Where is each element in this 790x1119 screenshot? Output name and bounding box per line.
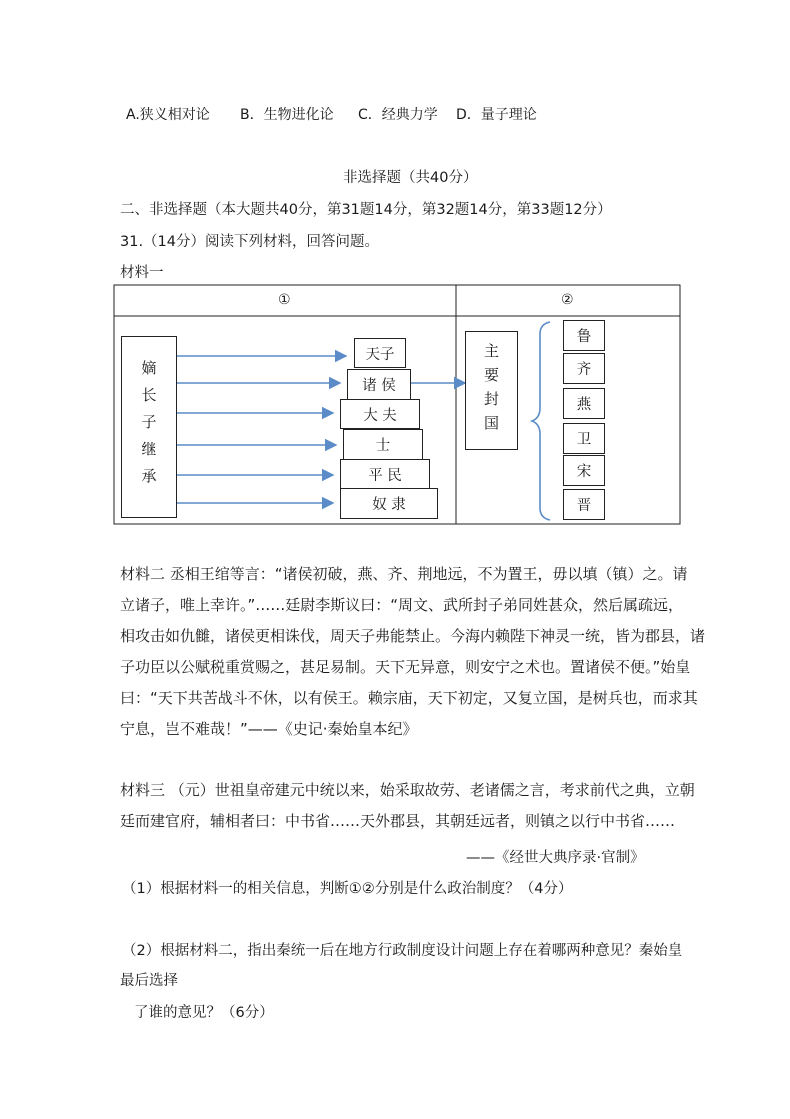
- column-header-2: ②: [561, 292, 574, 308]
- question-1: （1）根据材料一的相关信息，判断①②分别是什么政治制度？（4分）: [122, 881, 573, 897]
- main-fiefs-box: 主要封国: [465, 331, 518, 450]
- state-qi: 齐: [563, 353, 605, 384]
- option-a: A.狭义相对论: [126, 107, 210, 123]
- material2-line-1: 材料二 丞相王绾等言：“诸侯初破，燕、齐、荆地远，不为置王，毋以填（镇）之。请: [120, 565, 688, 583]
- question-2-line-2: 最后选择: [120, 973, 178, 989]
- question-2-line-1: （2）根据材料二，指出秦统一后在地方行政制度设计问题上存在着哪两种意见？秦始皇: [122, 943, 683, 959]
- column-header-1: ①: [278, 292, 291, 308]
- rank-pingmin: 平 民: [340, 459, 430, 490]
- state-jin: 晋: [563, 489, 605, 520]
- material2-line-2: 立诸子，唯上幸许。”……廷尉李斯议曰：“周文、武所封子弟同姓甚众，然后属疏远，: [120, 596, 684, 614]
- material2-line-4: 子功臣以公赋税重赏赐之，甚足易制。天下无异意，则安宁之术也。置诸侯不便。”始皇: [120, 658, 691, 676]
- state-lu: 鲁: [563, 320, 605, 351]
- rank-dafu: 大 夫: [340, 399, 420, 429]
- material2-line-3: 相攻击如仇雠，诸侯更相诛伐，周天子弗能禁止。今海内赖陛下神灵一统，皆为郡县，诸: [120, 627, 706, 645]
- material3-line-1: 材料三 （元）世祖皇帝建元中统以来，始采取故劳、老诸儒之言，考求前代之典，立朝: [120, 781, 695, 799]
- section-description: 二、非选择题（本大题共40分，第31题14分，第32题14分，第33题12分）: [120, 202, 612, 218]
- option-d: D．量子理论: [456, 107, 537, 123]
- option-c: C．经典力学: [358, 107, 438, 123]
- material2-line-5: 曰：“天下共苦战斗不休，以有侯王。赖宗庙，天下初定，又复立国，是树兵也，而求其: [120, 689, 698, 707]
- question-2-line-3: 了谁的意见？（6分）: [134, 1005, 274, 1021]
- material3-line-2: 廷而建官府，辅相者曰：中书省……天外郡县，其朝廷远者，则镇之以行中书省……: [120, 812, 676, 830]
- material2-line-6: 宁息，岂不难哉！”——《史记·秦始皇本纪》: [120, 720, 418, 738]
- state-song: 宋: [563, 455, 605, 486]
- section-title: 非选择题（共40分）: [343, 170, 478, 186]
- material3-source: ——《经世大典序录·官制》: [466, 850, 645, 866]
- question-stem: 31.（14分）阅读下列材料，回答问题。: [120, 234, 380, 250]
- rank-tianzi: 天子: [354, 338, 406, 368]
- rank-shi: 士: [343, 429, 423, 460]
- succession-box: 嫡长子继承: [121, 336, 177, 518]
- rank-zhuhou: 诸 侯: [347, 369, 411, 400]
- rank-nuli: 奴 隶: [340, 488, 438, 519]
- material1-label: 材料一: [120, 265, 164, 281]
- state-wei: 卫: [563, 423, 605, 454]
- option-b: B．生物进化论: [240, 107, 334, 123]
- state-yan: 燕: [563, 388, 605, 419]
